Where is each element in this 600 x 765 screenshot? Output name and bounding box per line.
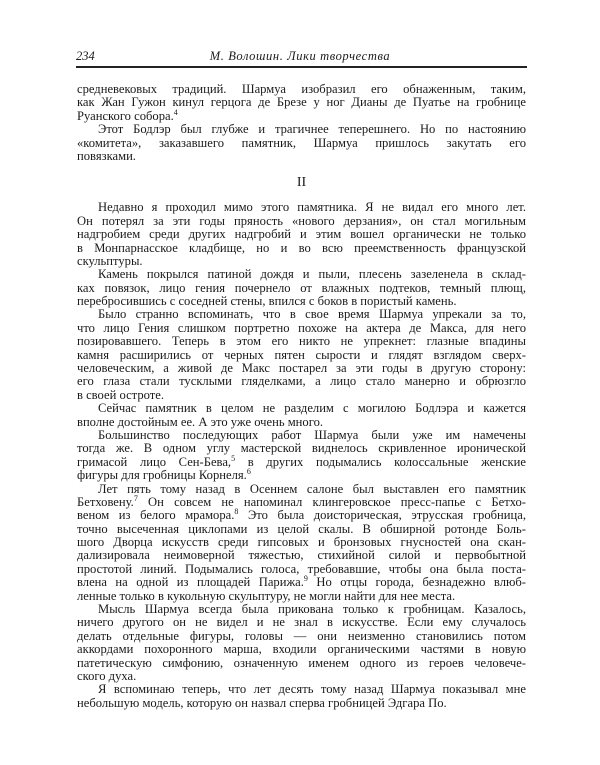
line-text: дализировала неимоверной тяжестью, стихийной силой и первобытной	[77, 548, 526, 563]
text-line	[77, 308, 526, 321]
line-text: ленные только в кукольную скульптуру, не могли найти для нее места.	[77, 588, 456, 603]
text-line	[77, 242, 526, 255]
line-text: простотой линий. Подымались голоса, требовавшие, чтобы она была поста-	[77, 561, 526, 576]
line-text: перебросившись с соседней стены, впился с боков в пористый камень.	[77, 294, 457, 309]
line-text: что лицо Гения слишком портретно похоже на актера де Макса, для него	[77, 320, 526, 335]
footnote-marker: 5	[231, 453, 236, 463]
line-text: гримасой лицо Сен-Бева,	[77, 454, 232, 469]
text-line	[77, 402, 526, 415]
line-text: Недавно я проходил мимо этого памятника. Я не видал его много лет.	[98, 200, 526, 215]
paragraph	[77, 603, 526, 683]
text-line	[77, 282, 526, 295]
text-line	[77, 469, 526, 482]
line-text: ского духа.	[77, 669, 137, 683]
text-line	[77, 590, 526, 603]
text-line	[77, 509, 526, 522]
footnote-marker: 8	[234, 507, 239, 517]
text-line	[77, 576, 526, 589]
paragraph	[77, 268, 526, 308]
line-text: камня расширились от черных пятен сырости и глядят взглядом сверх-	[77, 347, 526, 362]
text-line	[77, 123, 526, 136]
text-line	[77, 215, 526, 228]
text-line	[77, 536, 526, 549]
line-text: делать отдельные фигуры, головы — они неизменно становились потом	[77, 628, 526, 643]
text-line	[77, 137, 526, 150]
text-line	[77, 201, 526, 214]
text-line	[77, 657, 526, 670]
line-text: средневековых традиций. Шармуа изобразил его обнаженным, таким,	[77, 82, 526, 96]
line-text: веном из белого мрамора.	[77, 508, 235, 523]
line-text: его глаза стали тусклыми гляделками, а лицо стало манерно и обрюзгло	[77, 374, 526, 389]
text-line	[77, 549, 526, 562]
line-text: скульптуры.	[77, 253, 143, 268]
text-line	[77, 697, 526, 710]
line-text-continued: Но отцы города, безнадежно влюб-	[307, 575, 526, 590]
text-line	[77, 107, 526, 123]
line-text: аккордами похоронного марша, входили органическими частями в новую	[77, 642, 526, 657]
line-text: позировавшего. Теперь в этом его никто не упрекнет: глазные впадины	[77, 334, 526, 349]
text-line	[77, 616, 526, 629]
line-text: небольшую модель, которую он назвал сперва гробницей Эдгара По.	[77, 695, 447, 710]
text-line	[77, 362, 526, 375]
line-text: Было странно вспоминать, что в свое время Шармуа упрекали за то,	[98, 307, 526, 322]
line-text-continued: Он совсем не напоминал клингеровское пресс-папье с Бетхо-	[137, 494, 526, 509]
line-text: Этот Бодлэр был глубже и трагичнее теперешнего. Но по настоянию	[98, 122, 526, 137]
line-text: Камень покрылся патиной дождя и пыли, плесень зазеленела в склад-	[98, 267, 526, 282]
text-line	[77, 335, 526, 348]
text-line	[77, 255, 526, 268]
line-text: как Жан Гужон кинул герцога де Брезе у ног Дианы де Пуатье на гробнице	[77, 95, 526, 110]
line-text-continued: в других подымались колоссальные женские	[235, 454, 526, 469]
line-text: шого Дворца искусств среди гипсовых и бронзовых гнусностей она скан-	[77, 535, 526, 550]
text-line	[77, 322, 526, 335]
text-line	[77, 523, 526, 536]
line-text: в своей остроте.	[77, 387, 165, 402]
line-text: надгробием среди других надгробий и этим вошел органически не только	[77, 227, 526, 242]
line-text: патетическую симфонию, означенную именем одного из героев человече-	[77, 655, 526, 670]
text-line	[77, 96, 526, 109]
running-title: М. Волошин. Лики творчества	[209, 49, 391, 63]
line-text: Бетховену.	[77, 494, 134, 509]
text-line	[77, 375, 526, 388]
text-line	[77, 643, 526, 656]
footnote-marker: 7	[133, 493, 138, 503]
paragraph	[77, 308, 526, 402]
footnote-marker: 6	[246, 467, 251, 477]
text-line	[77, 295, 526, 308]
text-line	[77, 670, 526, 683]
paragraph	[77, 483, 526, 604]
line-text-continued: Это была доисторическая, этрусская гробница,	[238, 508, 527, 523]
paragraph	[77, 201, 526, 268]
footnote-marker: 4	[173, 107, 178, 117]
line-text: точно высеченная циклопами из целой скалы. В обширной ротонде Боль-	[77, 521, 526, 536]
text-line	[77, 442, 526, 455]
line-text: ничего другого он не видел и не знал в искусстве. Если ему случалось	[77, 615, 526, 630]
text-line	[77, 630, 526, 643]
line-text: Руанского собора.	[77, 108, 174, 123]
line-text: «комитета», заказавшего памятник, Шармуа пришлось закутать его	[77, 135, 526, 150]
line-text: фигуры для гробницы Корнеля.	[77, 468, 247, 483]
text-line	[77, 150, 526, 163]
line-text: вполне достойным ее. А это уже очень много.	[77, 414, 324, 429]
line-text: человеческим, а живой де Макс постарел за эти годы в другую сторону:	[77, 361, 526, 376]
line-text: Лет пять тому назад в Осеннем салоне был выставлен его памятник	[98, 481, 526, 496]
line-text: Я вспоминаю теперь, что лет десять тому назад Шармуа показывал мне	[98, 682, 526, 697]
text-line	[77, 483, 526, 496]
line-text: Сейчас памятник в целом не разделим с могилою Бодлэра и кажется	[98, 401, 526, 416]
text-line	[77, 389, 526, 402]
paragraph	[77, 123, 526, 163]
text-line	[77, 268, 526, 281]
body-text	[77, 83, 526, 710]
paragraph	[77, 683, 526, 710]
section-heading: II	[296, 175, 307, 191]
text-line	[77, 228, 526, 241]
line-text: тогда же. В одном углу мастерской виднелось скривленное иронической	[77, 441, 526, 456]
paragraph	[77, 402, 526, 429]
paragraph	[77, 83, 526, 123]
line-text: Мысль Шармуа всегда была прикована только к гробницам. Казалось,	[98, 602, 526, 617]
line-text: в Монпарнасское кладбище, но и во всю преемственность французской	[77, 240, 526, 255]
footnote-marker: 9	[303, 574, 308, 584]
text-line	[77, 83, 526, 96]
line-text: Большинство последующих работ Шармуа были уже им намечены	[98, 427, 526, 442]
paragraph	[77, 429, 526, 483]
text-line	[77, 683, 526, 696]
line-text: ках повязок, лицо гения почернело от влажных подтеков, темный плющ,	[77, 280, 526, 295]
text-line	[77, 416, 526, 429]
line-text: Он потерял за эти годы пряность «нового дерзания», он стал могильным	[77, 213, 526, 228]
text-line	[77, 349, 526, 362]
header-rule	[76, 66, 527, 68]
line-text: повязками.	[77, 148, 136, 163]
line-text: влена на одной из площадей Парижа.	[77, 575, 304, 590]
text-line	[77, 603, 526, 616]
text-line	[77, 429, 526, 442]
page-number: 234	[76, 49, 95, 63]
